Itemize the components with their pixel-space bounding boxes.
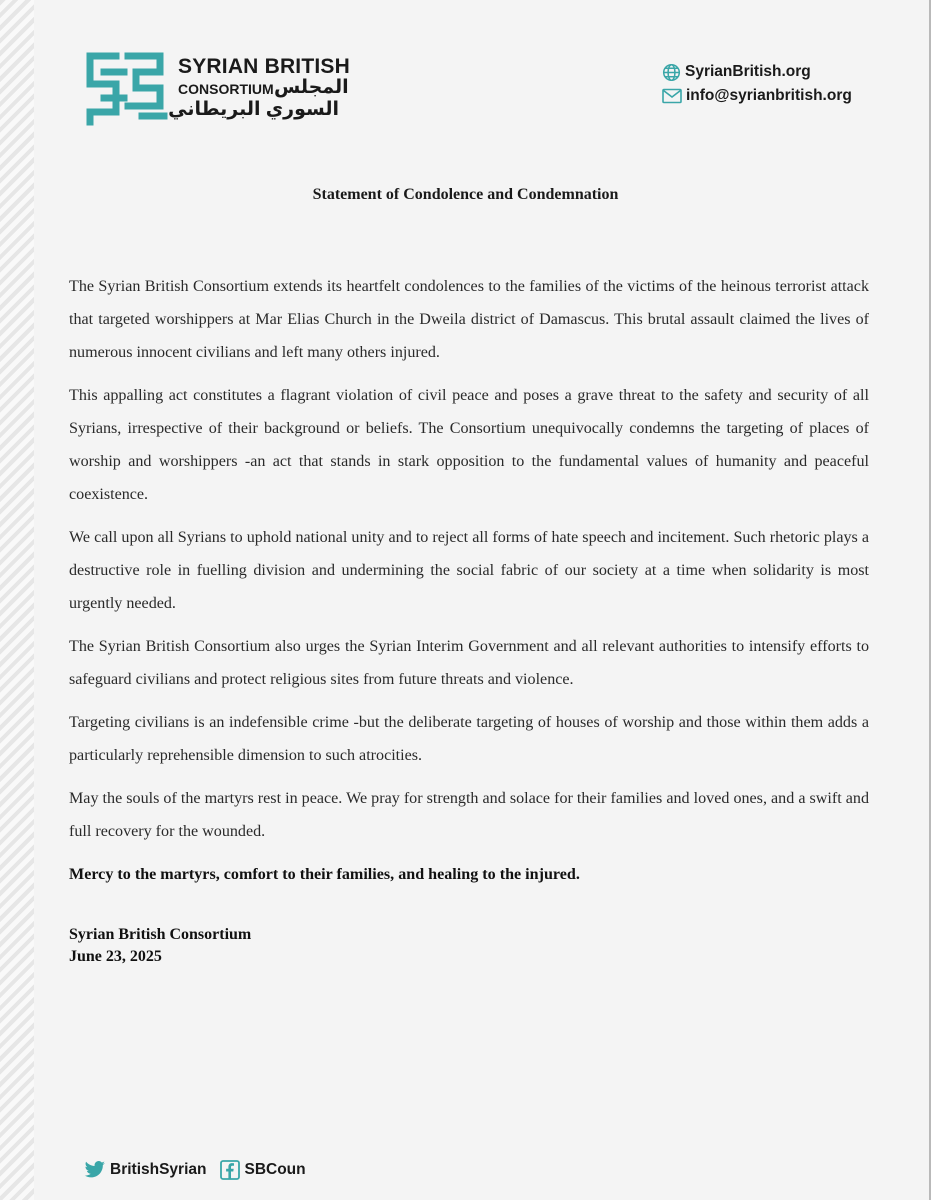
email-row[interactable] — [662, 84, 852, 108]
signature-date: June 23, 2025 — [69, 948, 162, 965]
facebook-icon — [220, 1160, 240, 1180]
closing-line: Mercy to the martyrs, comfort to their families, and healing to the injured. — [69, 866, 580, 883]
paragraph: Targeting civilians is an indefensible crime -but the deliberate targeting of houses of worship and those within them adds a particularly reprehensible dimension to such atrocities. — [69, 714, 869, 764]
email-link[interactable]: info@syrianbritish.org — [686, 87, 852, 104]
facebook-handle[interactable]: SBCoun — [244, 1161, 306, 1178]
paragraph: We call upon all Syrians to uphold national unity and to reject all forms of hate speech and incitement. Such rhetoric plays a destructive role in fuelling division and undermining the social fabric of our society at a time when solidarity is most urgently needed. — [69, 529, 869, 612]
twitter-link[interactable] — [84, 1161, 206, 1179]
twitter-icon — [84, 1161, 106, 1179]
logo — [82, 48, 350, 128]
sbc-logo-mark-icon — [82, 50, 170, 126]
logo-arabic-name: المجلس — [274, 77, 349, 98]
website-link[interactable]: SyrianBritish.org — [685, 63, 811, 80]
logo-arabic-subname: السوري البريطاني — [168, 99, 339, 120]
paragraph: The Syrian British Consortium also urges the Syrian Interim Government and all relevant authorities to intensify efforts to safeguard civilians and protect religious sites from future threats and violence. — [69, 638, 869, 688]
logo-english-name: SYRIAN BRITISH — [178, 55, 350, 78]
facebook-link[interactable] — [220, 1160, 305, 1180]
contact-info — [662, 60, 852, 108]
website-row[interactable] — [662, 60, 852, 84]
paragraph: The Syrian British Consortium extends its heartfelt condolences to the families of the victims of the heinous terrorist attack that targeted worshippers at Mar Elias Church in the Dweila district of Damascus. This brutal assault claimed the lives of numerous innocent civilians and left many others injured. — [69, 278, 869, 361]
signature — [69, 924, 251, 968]
decorative-stripe — [0, 0, 34, 1200]
social-links — [84, 1160, 320, 1180]
twitter-handle[interactable]: BritishSyrian — [110, 1161, 207, 1178]
email-icon — [662, 88, 682, 104]
statement-body — [69, 270, 869, 901]
paragraph: May the souls of the martyrs rest in peace. We pray for strength and solace for their families and loved ones, and a swift and full recovery for the wounded. — [69, 790, 869, 840]
signature-org: Syrian British Consortium — [69, 926, 252, 943]
logo-english-subname: CONSORTIUM — [178, 81, 274, 97]
paragraph: This appalling act constitutes a flagrant violation of civil peace and poses a grave threat to the safety and security of all Syrians, irrespective of their background or beliefs. The Consortium unequivocally condemns the targeting of places of worship and worshippers -an act that stands in stark opposition to the fundamental values of humanity and peaceful coexistence. — [69, 387, 869, 503]
page-title: Statement of Condolence and Condemnation — [312, 186, 619, 203]
globe-icon — [662, 63, 681, 82]
